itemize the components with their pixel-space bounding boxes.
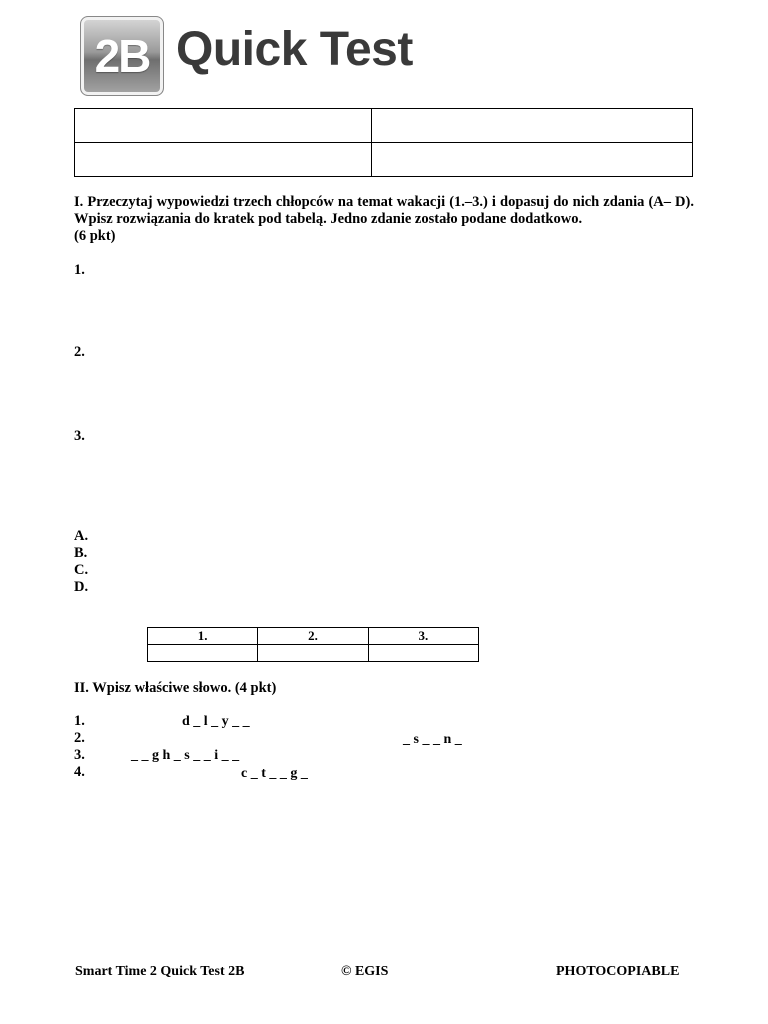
word-item-number: 3. <box>74 747 85 763</box>
answer-header-2: 2. <box>258 628 368 645</box>
text-number-1: 1. <box>74 262 85 278</box>
answer-box-2[interactable] <box>258 645 368 662</box>
footer-copyright: © EGIS <box>341 964 389 979</box>
word-puzzle: _ s _ _ n _ <box>403 732 462 747</box>
info-cell[interactable] <box>75 143 372 177</box>
sentence-list <box>74 528 88 596</box>
sentence-label-d: D. <box>74 579 89 595</box>
info-cell[interactable] <box>372 143 693 177</box>
logo-badge <box>80 16 164 96</box>
footer-photocopiable: PHOTOCOPIABLE <box>556 964 680 979</box>
word-item-number: 1. <box>74 713 85 729</box>
sentence-label-b: B. <box>74 545 88 561</box>
footer-book-title: Smart Time 2 Quick Test 2B <box>75 964 245 979</box>
word-item-number: 2. <box>74 730 85 746</box>
answer-box-1[interactable] <box>148 645 258 662</box>
answer-header-1: 1. <box>148 628 258 645</box>
info-cell[interactable] <box>372 109 693 143</box>
exercise1-instruction-text: I. Przeczytaj wypowiedzi trzech chłopców na temat wakacji (1.–3.) i dopasuj do nich zdania (A– D). Wpisz rozwiązania do kratek pod tabelą. Jedno zdanie zostało podane dodatkowo. <box>74 194 694 227</box>
word-puzzle: _ _ g h _ s _ _ i _ _ <box>131 748 240 763</box>
student-info-table <box>74 108 693 177</box>
sentence-label-c: C. <box>74 562 89 578</box>
logo-text: 2B <box>94 30 150 82</box>
text-number-2: 2. <box>74 344 85 360</box>
exercise1-instruction <box>74 194 694 245</box>
answer-header-3: 3. <box>368 628 478 645</box>
word-item-number: 4. <box>74 764 85 780</box>
sentence-label-a: A. <box>74 528 89 544</box>
answer-grid <box>147 627 479 662</box>
page-title: Quick Test <box>176 23 413 76</box>
word-puzzle: c _ t _ _ g _ <box>241 766 308 781</box>
word-puzzle: d _ l _ y _ _ <box>182 714 250 729</box>
text-number-3: 3. <box>74 428 85 444</box>
answer-box-3[interactable] <box>368 645 478 662</box>
exercise1-points: (6 pkt) <box>74 228 116 244</box>
exercise2-title: II. Wpisz właściwe słowo. (4 pkt) <box>74 680 277 696</box>
info-cell[interactable] <box>75 109 372 143</box>
